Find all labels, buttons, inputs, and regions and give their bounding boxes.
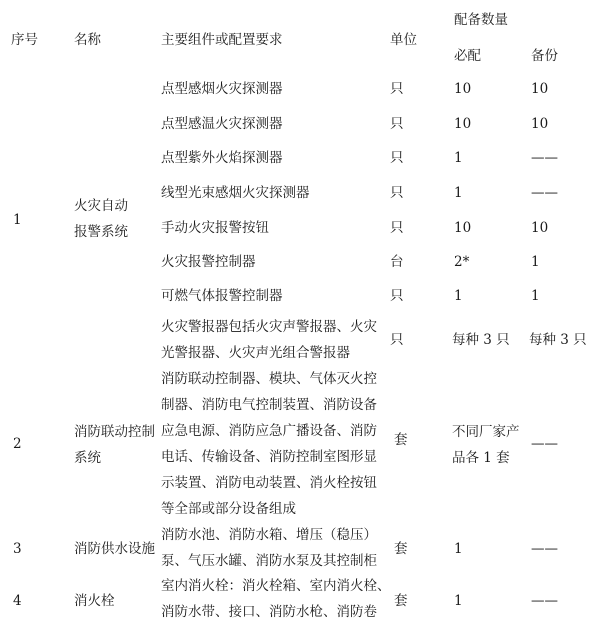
row-2-required: 不同厂家产 品各 1 套 <box>452 424 520 466</box>
table-row-unit: 只 <box>390 288 404 304</box>
header-required: 必配 <box>454 48 481 64</box>
row-2-component: 消防联动控制器、模块、气体灭火控 制器、消防电气控制装置、消防设备 应急电源、消防应急广播设备、消防 电话、传输设备、消防控制室图形显 示装置、消防电动装置、消火栓按钮 等全部或部分设备组成 <box>161 371 377 517</box>
header-spare: 备份 <box>531 48 558 64</box>
table-row-unit: 只 <box>390 150 404 166</box>
row-4-spare: —— <box>531 593 558 609</box>
table-row-component: 手动火灾报警按钮 <box>161 220 269 236</box>
table-row-required: 1 <box>454 185 463 201</box>
row-4-component: 室内消火栓：消火栓箱、室内消火栓、 消防水带、接口、消防水枪、消防卷 <box>161 578 391 620</box>
header-unit: 单位 <box>390 32 417 48</box>
table-row-spare: 每种 3 只 <box>529 332 587 348</box>
row-4-unit: 套 <box>394 593 408 609</box>
header-seq: 序号 <box>11 32 38 48</box>
table-row-spare: —— <box>531 150 558 166</box>
table-row-spare: 10 <box>531 116 549 132</box>
row-1-seq: 1 <box>13 212 22 228</box>
table-row-required: 10 <box>454 116 472 132</box>
row-4-required: 1 <box>454 593 463 609</box>
table-row-component: 点型感烟火灾探测器 <box>161 81 283 97</box>
header-name: 名称 <box>74 32 101 48</box>
table-row-component: 点型紫外火焰探测器 <box>161 150 283 166</box>
row-1-name: 火灾自动 报警系统 <box>74 198 128 240</box>
row-2-spare: —— <box>531 436 558 452</box>
table-row-required: 10 <box>454 220 472 236</box>
table-row-spare: 10 <box>531 220 549 236</box>
table-row-required: 每种 3 只 <box>452 332 510 348</box>
table-row-required: 2* <box>454 254 470 270</box>
row-3-spare: —— <box>531 541 558 557</box>
table-row-spare: 1 <box>531 288 540 304</box>
row-2-unit: 套 <box>394 432 408 448</box>
table-row-required: 1 <box>454 288 463 304</box>
header-quantity: 配备数量 <box>454 12 508 28</box>
table-row-spare: 1 <box>531 254 540 270</box>
row-4-name: 消火栓 <box>74 593 115 609</box>
table-row-unit: 只 <box>390 81 404 97</box>
row-3-component: 消防水池、消防水箱、增压（稳压） 泵、气压水罐、消防水泵及其控制柜 <box>161 527 377 569</box>
table-row-component: 点型感温火灾探测器 <box>161 116 283 132</box>
row-3-unit: 套 <box>394 541 408 557</box>
table-row-spare: —— <box>531 185 558 201</box>
table-row-unit: 台 <box>390 254 404 270</box>
table-row-required: 1 <box>454 150 463 166</box>
row-4-seq: 4 <box>13 593 22 609</box>
table-row-component: 火灾警报器包括火灾声警报器、火灾 光警报器、火灾声光组合警报器 <box>161 319 377 361</box>
table-row-component: 火灾报警控制器 <box>161 254 256 270</box>
row-3-name: 消防供水设施 <box>74 541 155 557</box>
table-row-required: 10 <box>454 81 472 97</box>
table-row-unit: 只 <box>390 116 404 132</box>
table-row-unit: 只 <box>390 185 404 201</box>
row-2-name: 消防联动控制 系统 <box>74 424 155 466</box>
header-components: 主要组件或配置要求 <box>161 32 283 48</box>
table-row-unit: 只 <box>390 220 404 236</box>
table-row-component: 线型光束感烟火灾探测器 <box>161 185 310 201</box>
table-row-unit: 只 <box>390 332 404 348</box>
row-3-seq: 3 <box>13 541 22 557</box>
row-3-required: 1 <box>454 541 463 557</box>
table-row-spare: 10 <box>531 81 549 97</box>
row-2-seq: 2 <box>13 436 22 452</box>
table-row-component: 可燃气体报警控制器 <box>161 288 283 304</box>
